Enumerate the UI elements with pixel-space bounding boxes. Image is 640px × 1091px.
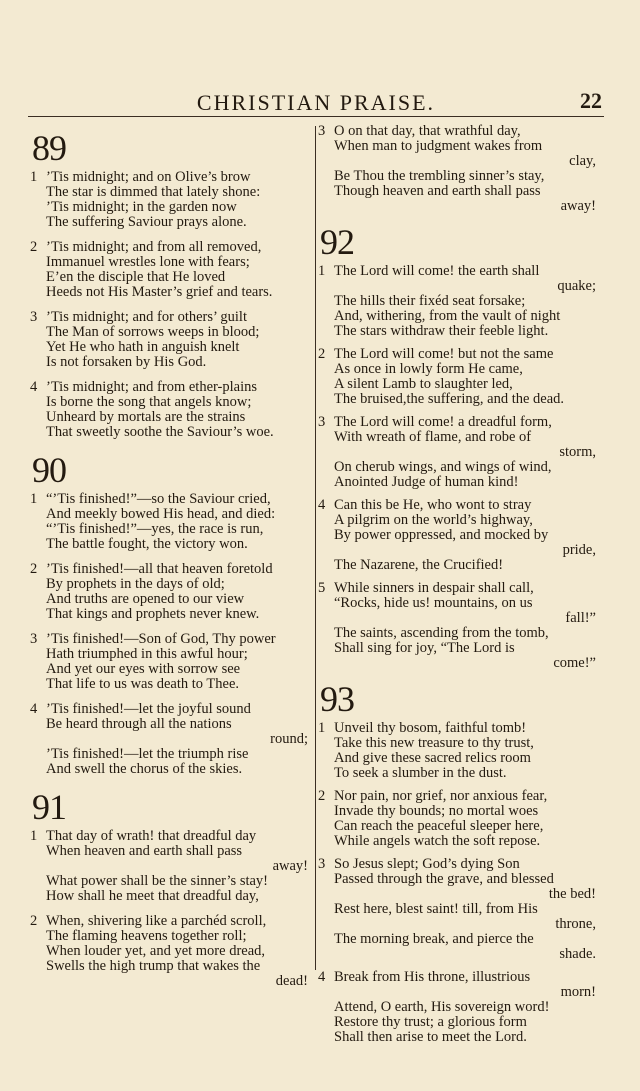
stanza [318,264,600,339]
verse-line: The Lord will come! the earth shall [334,263,540,279]
hymn-number: 90 [32,450,66,490]
stanza [30,562,312,622]
verse-line: “Rocks, hide us! mountains, on us [334,595,533,611]
stanza [30,632,312,692]
stanza-number: 5 [318,580,326,596]
hymn-number: 91 [32,787,66,827]
verse-line: And swell the chorus of the skies. [46,761,243,777]
verse-line: the bed! [548,886,596,902]
stanza [30,310,312,370]
verse-line: Can this be He, who wont to stray [334,497,532,513]
verse-line: away! [272,858,308,874]
verse-line: ’Tis finished!—all that heaven foretold [46,561,273,577]
verse-line: ’Tis midnight; and on Olive’s brow [46,169,251,185]
verse-line: Swells the high trump that wakes the [46,958,261,974]
stanza-number: 1 [318,263,326,279]
stanza [30,380,312,440]
verse-line: The flaming heavens together roll; [46,928,247,944]
verse-line: To seek a slumber in the dust. [334,765,507,781]
verse-line: On cherub wings, and wings of wind, [334,459,552,475]
column-divider [315,126,316,970]
verse-line: Attend, O earth, His sovereign word! [334,999,550,1015]
verse-line: fall!” [565,610,596,626]
verse-line: Passed through the grave, and blessed [334,871,554,887]
verse-line: The morning break, and pierce the [334,931,534,947]
verse-line: Anointed Judge of human kind! [334,474,519,490]
verse-line: When louder yet, and yet more dread, [46,943,266,959]
verse-line: clay, [569,153,596,169]
stanza-number: 1 [30,491,38,507]
verse-line: And yet our eyes with sorrow see [46,661,241,677]
verse-line: The Man of sorrows weeps in blood; [46,324,260,340]
verse-line: And truths are opened to our view [46,591,245,607]
verse-line: The bruised,the suffering, and the dead. [334,391,565,407]
verse-line: By power oppressed, and mocked by [334,527,549,543]
stanza [318,857,600,962]
verse-line: Unheard by mortals are the strains [46,409,246,425]
verse-line: O on that day, that wrathful day, [334,123,521,139]
verse-line: round; [270,731,308,747]
verse-line: ’Tis midnight; and for others’ guilt [46,309,247,325]
verse-line: When heaven and earth shall pass [46,843,243,859]
stanza [30,170,312,230]
verse-line: How shall he meet that dreadful day, [46,888,259,904]
stanza-number: 3 [318,414,326,430]
stanza-number: 1 [30,828,38,844]
stanza-number: 3 [318,123,326,139]
verse-line: When man to judgment wakes from [334,138,543,154]
stanza-number: 1 [318,720,326,736]
verse-line: The suffering Saviour prays alone. [46,214,247,230]
verse-line: With wreath of flame, and robe of [334,429,532,445]
verse-line: By prophets in the days of old; [46,576,225,592]
stanza-number: 2 [30,561,38,577]
verse-line: Heeds not His Master’s grief and tears. [46,284,273,300]
verse-line: And give these sacred relics room [334,750,531,766]
verse-line: Yet He who hath in anguish knelt [46,339,240,355]
verse-line: The Lord will come! a dreadful form, [334,414,552,430]
verse-line: “’Tis finished!”—yes, the race is run, [46,521,264,537]
verse-line: morn! [560,984,596,1000]
verse-line: Is not forsaken by His God. [46,354,207,370]
verse-line: While sinners in despair shall call, [334,580,534,596]
stanza [30,702,312,777]
verse-line: ’Tis midnight; and from ether-plains [46,379,258,395]
stanza [318,581,600,671]
verse-line: And, withering, from the vault of night [334,308,561,324]
verse-line: dead! [275,973,308,989]
verse-line: The stars withdraw their feeble light. [334,323,549,339]
verse-line: Hath triumphed in this awful hour; [46,646,248,662]
verse-line: Break from His throne, illustrious [334,969,531,985]
verse-line: And meekly bowed His head, and died: [46,506,276,522]
stanza [318,415,600,490]
page-title: CHRISTIAN PRAISE. [196,90,436,115]
stanza [318,721,600,781]
verse-line: ’Tis midnight; in the garden now [46,199,237,215]
verse-line: pride, [562,542,596,558]
verse-line: That kings and prophets never knew. [46,606,260,622]
right-column [318,124,600,1053]
verse-line: Unveil thy bosom, faithful tomb! [334,720,527,736]
hymn-number: 93 [320,679,354,719]
stanza-number: 2 [318,788,326,804]
verse-line: That life to us was death to Thee. [46,676,240,692]
verse-line: Immanuel wrestles lone with fears; [46,254,250,270]
verse-line: “’Tis finished!”—so the Saviour cried, [46,491,271,507]
verse-line: ’Tis finished!—let the triumph rise [46,746,249,762]
verse-line: The Nazarene, the Crucified! [334,557,504,573]
verse-line: ’Tis midnight; and from all removed, [46,239,262,255]
verse-line: When, shivering like a parchéd scroll, [46,913,267,929]
stanza-number: 3 [318,856,326,872]
verse-line: throne, [555,916,596,932]
verse-line: quake; [557,278,596,294]
verse-line: The Lord will come! but not the same [334,346,554,362]
verse-line: Nor pain, nor grief, nor anxious fear, [334,788,548,804]
stanza-number: 2 [318,346,326,362]
stanza-number: 4 [318,497,326,513]
verse-line: While angels watch the soft repose. [334,833,541,849]
stanza [318,124,600,214]
verse-line: What power shall be the sinner’s stay! [46,873,269,889]
verse-line: The saints, ascending from the tomb, [334,625,549,641]
stanza [30,829,312,904]
hymn-number: 89 [32,128,66,168]
stanza [318,789,600,849]
verse-line: storm, [559,444,596,460]
verse-line: Be Thou the trembling sinner’s stay, [334,168,545,184]
stanza [318,347,600,407]
stanza-number: 3 [30,309,38,325]
stanza [30,492,312,552]
stanza [318,970,600,1045]
verse-line: That sweetly soothe the Saviour’s woe. [46,424,274,440]
stanza-number: 4 [30,701,38,717]
verse-line: Shall then arise to meet the Lord. [334,1029,527,1045]
verse-line: away! [560,198,596,214]
hymn-number: 92 [320,222,354,262]
left-column [30,124,312,999]
stanza [30,914,312,989]
verse-line: come!” [553,655,596,671]
stanza-number: 3 [30,631,38,647]
stanza-number: 2 [30,913,38,929]
stanza-number: 2 [30,239,38,255]
verse-line: Be heard through all the nations [46,716,232,732]
verse-line: ’Tis finished!—let the joyful sound [46,701,251,717]
verse-line: Invade thy bounds; no mortal woes [334,803,539,819]
verse-line: E’en the disciple that He loved [46,269,226,285]
verse-line: Is borne the song that angels know; [46,394,252,410]
verse-line: The star is dimmed that lately shone: [46,184,261,200]
verse-line: ’Tis finished!—Son of God, Thy power [46,631,276,647]
verse-line: So Jesus slept; God’s dying Son [334,856,520,872]
stanza-number: 4 [30,379,38,395]
verse-line: Can reach the peaceful sleeper here, [334,818,544,834]
running-header [28,86,604,117]
verse-line: Shall sing for joy, “The Lord is [334,640,515,656]
verse-line: The hills their fixéd seat forsake; [334,293,526,309]
verse-line: A pilgrim on the world’s highway, [334,512,533,528]
verse-line: Take this new treasure to thy trust, [334,735,534,751]
verse-line: Rest here, blest saint! till, from His [334,901,538,917]
verse-line: Restore thy trust; a glorious form [334,1014,527,1030]
stanza [318,498,600,573]
verse-line: A silent Lamb to slaughter led, [334,376,513,392]
page-number: 22 [580,88,602,113]
verse-line: Though heaven and earth shall pass [334,183,541,199]
verse-line: That day of wrath! that dreadful day [46,828,257,844]
stanza [30,240,312,300]
stanza-number: 1 [30,169,38,185]
stanza-number: 4 [318,969,326,985]
verse-line: As once in lowly form He came, [334,361,523,377]
verse-line: The battle fought, the victory won. [46,536,248,552]
verse-line: shade. [559,946,596,962]
